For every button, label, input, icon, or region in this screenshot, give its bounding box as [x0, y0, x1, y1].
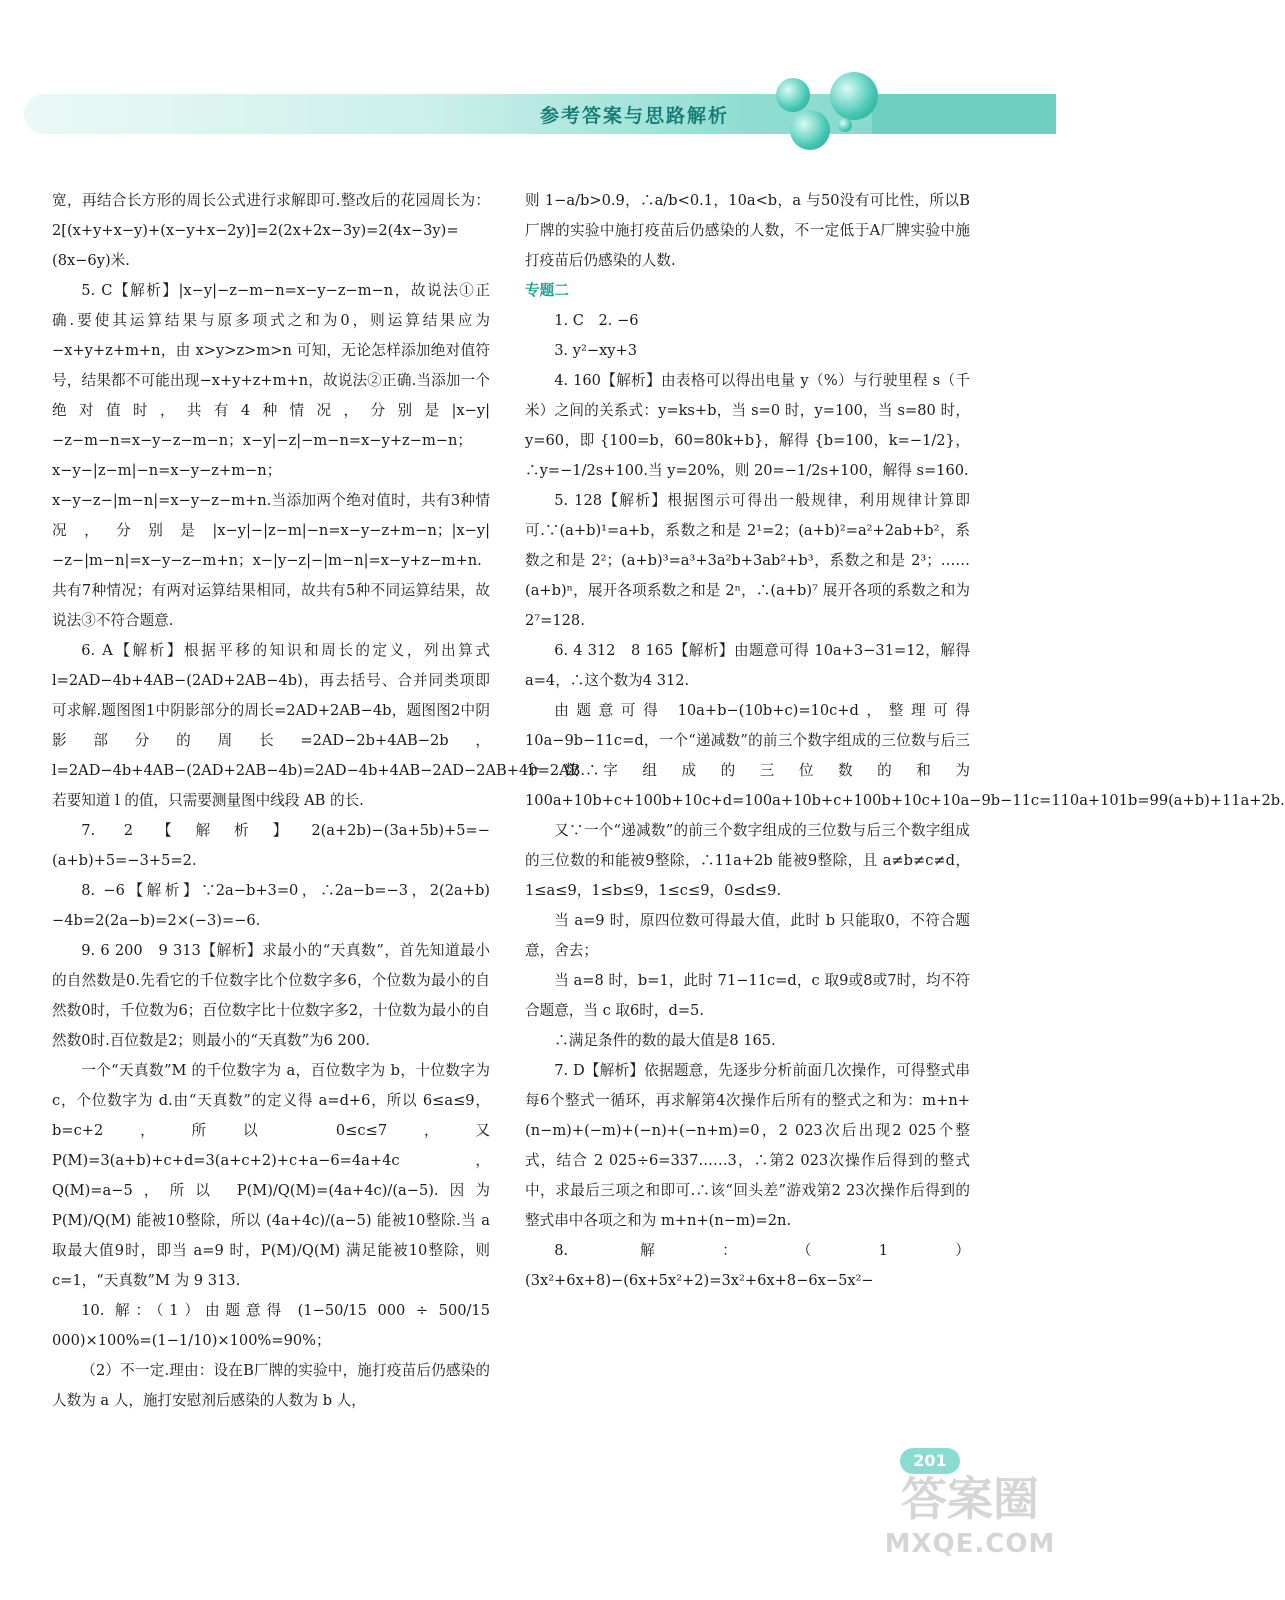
watermark-domain: MXQE.COM — [884, 1529, 1056, 1559]
answer-9-continued: 一个“天真数”M 的千位数字为 a，百位数字为 b，十位数字为 c，个位数字为 d.由“天真数”的定义得 a=d+6，所以 6≤a≤9，b=c+2，所以 0≤c≤7，又 P(M)=3(a+b)+c+d=3(a+c+2)+c+a−6=4a+4c，Q(M)=a−5，所以 P(M)/Q(M)=(4a+4c)/(a−5).因为 P(M)/Q(M) 能被10整除，所以 (4a+4c)/(a−5) 能被10整除.当 a 取最大值9时，即当 a=9 时，P(M)/Q(M) 满足能被10整除，则 c=1，“天真数”M 为 9 313. — [52, 1062, 490, 1289]
answer-6-continued: 当 a=9 时，原四位数可得最大值，此时 b 只能取0，不符合题意，舍去； — [525, 912, 970, 959]
decorative-bubble-icon — [776, 78, 810, 112]
answer-6-continued: 由题意可得 10a+b−(10b+c)=10c+d，整理可得 10a−9b−11c=d，一个“递减数”的前三个数字组成的三位数与后三个数字组成的三位数的和为 100a+10b+c+100b+10c+d=100a+10b+c+100b+10c+10a−9b−11c=110a+101b=99(a+b)+11a+2b. — [525, 702, 1285, 809]
header-accent-block — [872, 94, 1056, 134]
answer-10-part1: 10. 解：（1）由题意得 (1−50/15 000 ÷ 500/15 000)×100%=(1−1/10)×100%=90%； — [52, 1302, 490, 1349]
watermark-logo-text: 答案圈 — [901, 1472, 1039, 1526]
answer-4: 4. 160【解析】由表格可以得出电量 y（%）与行驶里程 s（千米）之间的关系式：y=ks+b，当 s=0 时，y=100，当 s=80 时，y=60，即 {100=b，60=80k+b}，解得 {b=100，k=−1/2}，∴y=−1/2s+100.当 y=20%，则 20=−1/2s+100，解得 s=160. — [525, 372, 970, 479]
answer-1-2: 1. C 2. −6 — [554, 312, 639, 329]
watermark — [880, 1470, 1060, 1580]
answer-9: 9. 6 200 9 313【解析】求最小的“天真数”，首先知道最小的自然数是0.先看它的千位数字比个位数字多6，个位数为最小的自然数0时，千位数为6；百位数字比十位数字多2，十位数为最小的自然数0时.百位数是2；则最小的“天真数”为6 200. — [52, 942, 490, 1049]
answer-8: 8. 解：（1）(3x²+6x+8)−(6x+5x²+2)=3x²+6x+8−6x−5x²− — [525, 1242, 970, 1289]
answer-6: 6. 4 312 8 165【解析】由题意可得 10a+3−31=12，解得 a=4，∴这个数为4 312. — [525, 642, 970, 689]
answer-6-continued: 当 a=8 时，b=1，此时 71−11c=d，c 取9或8或7时，均不符合题意，当 c 取6时，d=5. — [525, 972, 970, 1019]
answer-6-conclusion: ∴满足条件的数的最大值是8 165. — [554, 1032, 776, 1049]
answer-7: 7. D【解析】依据题意，先逐步分析前面几次操作，可得整式串每6个整式一循环，再求解第4次操作后所有的整式之和为：m+n+(n−m)+(−m)+(−n)+(−n+m)=0，2 023次后出现2 025个整式，结合 2 025÷6=337……3，∴第2 023次操作后得到的整式中，求最后三项之和即可.∴该“回头差”游戏第2 23次操作后得到的整式串中各项之和为 m+n+(n−m)=2n. — [525, 1062, 970, 1229]
answer-10-part2: （2）不一定.理由：设在B厂牌的实验中，施打疫苗后仍感染的人数为 a 人，施打安慰剂后感染的人数为 b 人， — [52, 1362, 490, 1409]
decorative-bubble-icon — [790, 110, 830, 150]
decorative-bubble-icon — [838, 118, 852, 132]
answer-5: 5. 128【解析】根据图示可得出一般规律，利用规律计算即可.∵(a+b)¹=a+b，系数之和是 2¹=2；(a+b)²=a²+2ab+b²，系数之和是 2²；(a+b)³=a³+3a²b+3ab²+b³，系数之和是 2³；……(a+b)ⁿ，展开各项系数之和是 2ⁿ，∴(a+b)⁷ 展开各项的系数之和为 2⁷=128. — [525, 492, 970, 629]
answer-8: 8. −6【解析】∵2a−b+3=0，∴2a−b=−3，2(2a+b)−4b=2(2a−b)=2×(−3)=−6. — [52, 882, 490, 929]
topic-heading: 专题二 — [525, 282, 569, 299]
answer-6-continued: 又∵一个“递减数”的前三个数字组成的三位数与后三个数字组成的三位数的和能被9整除，∴11a+2b 能被9整除，且 a≠b≠c≠d，1≤a≤9，1≤b≤9，1≤c≤9，0≤d≤9. — [525, 822, 970, 899]
paragraph: 宽，再结合长方形的周长公式进行求解即可.整改后的花园周长为：2[(x+y+x−y)+(x−y+x−2y)]=2(2x+2x−3y)=2(4x−3y)=(8x−6y)米. — [52, 192, 490, 269]
answer-5: 5. C【解析】|x−y|−z−m−n=x−y−z−m−n，故说法①正确.要使其运算结果与原多项式之和为0，则运算结果应为−x+y+z+m+n，由 x>y>z>m>n 可知，无论怎样添加绝对值符号，结果都不可能出现−x+y+z+m+n，故说法②正确.当添加一个绝对值时，共有4种情况，分别是|x−y|−z−m−n=x−y−z−m−n；x−y|−z|−m−n=x−y+z−m−n；x−y−|z−m|−n=x−y−z+m−n；x−y−z−|m−n|=x−y−z−m+n.当添加两个绝对值时，共有3种情况，分别是|x−y|−|z−m|−n=x−y−z+m−n；|x−y|−z−|m−n|=x−y−z−m+n；x−|y−z|−|m−n|=x−y+z−m+n.共有7种情况；有两对运算结果相同，故共有5种不同运算结果，故说法③不符合题意. — [52, 282, 490, 629]
right-column — [525, 186, 1285, 1296]
decorative-bubble-icon — [830, 72, 878, 120]
answer-3: 3. y²−xy+3 — [554, 342, 638, 359]
answer-6: 6. A【解析】根据平移的知识和周长的定义，列出算式 l=2AD−4b+4AB−(2AD+2AB−4b)，再去括号、合并同类项即可求解.题图图1中阴影部分的周长=2AD+2AB−4b，题图图2中阴影部分的周长=2AD−2b+4AB−2b，l=2AD−4b+4AB−(2AD+2AB−4b)=2AD−4b+4AB−2AD−2AB+4b=2AB.∴若要知道 l 的值，只需要测量图中线段 AB 的长. — [52, 642, 600, 809]
answer-7: 7. 2【解析】2(a+2b)−(3a+5b)+5=−(a+b)+5=−3+5=2. — [52, 822, 490, 869]
page-header-title: 参考答案与思路解析 — [540, 105, 730, 127]
answer-10-continued: 则 1−a/b>0.9，∴a/b<0.1，10a<b，a 与50没有可比性，所以B厂牌的实验中施打疫苗后仍感染的人数，不一定低于A厂牌实验中施打疫苗后仍感染的人数. — [525, 192, 970, 269]
page-number: 201 — [900, 1448, 960, 1474]
